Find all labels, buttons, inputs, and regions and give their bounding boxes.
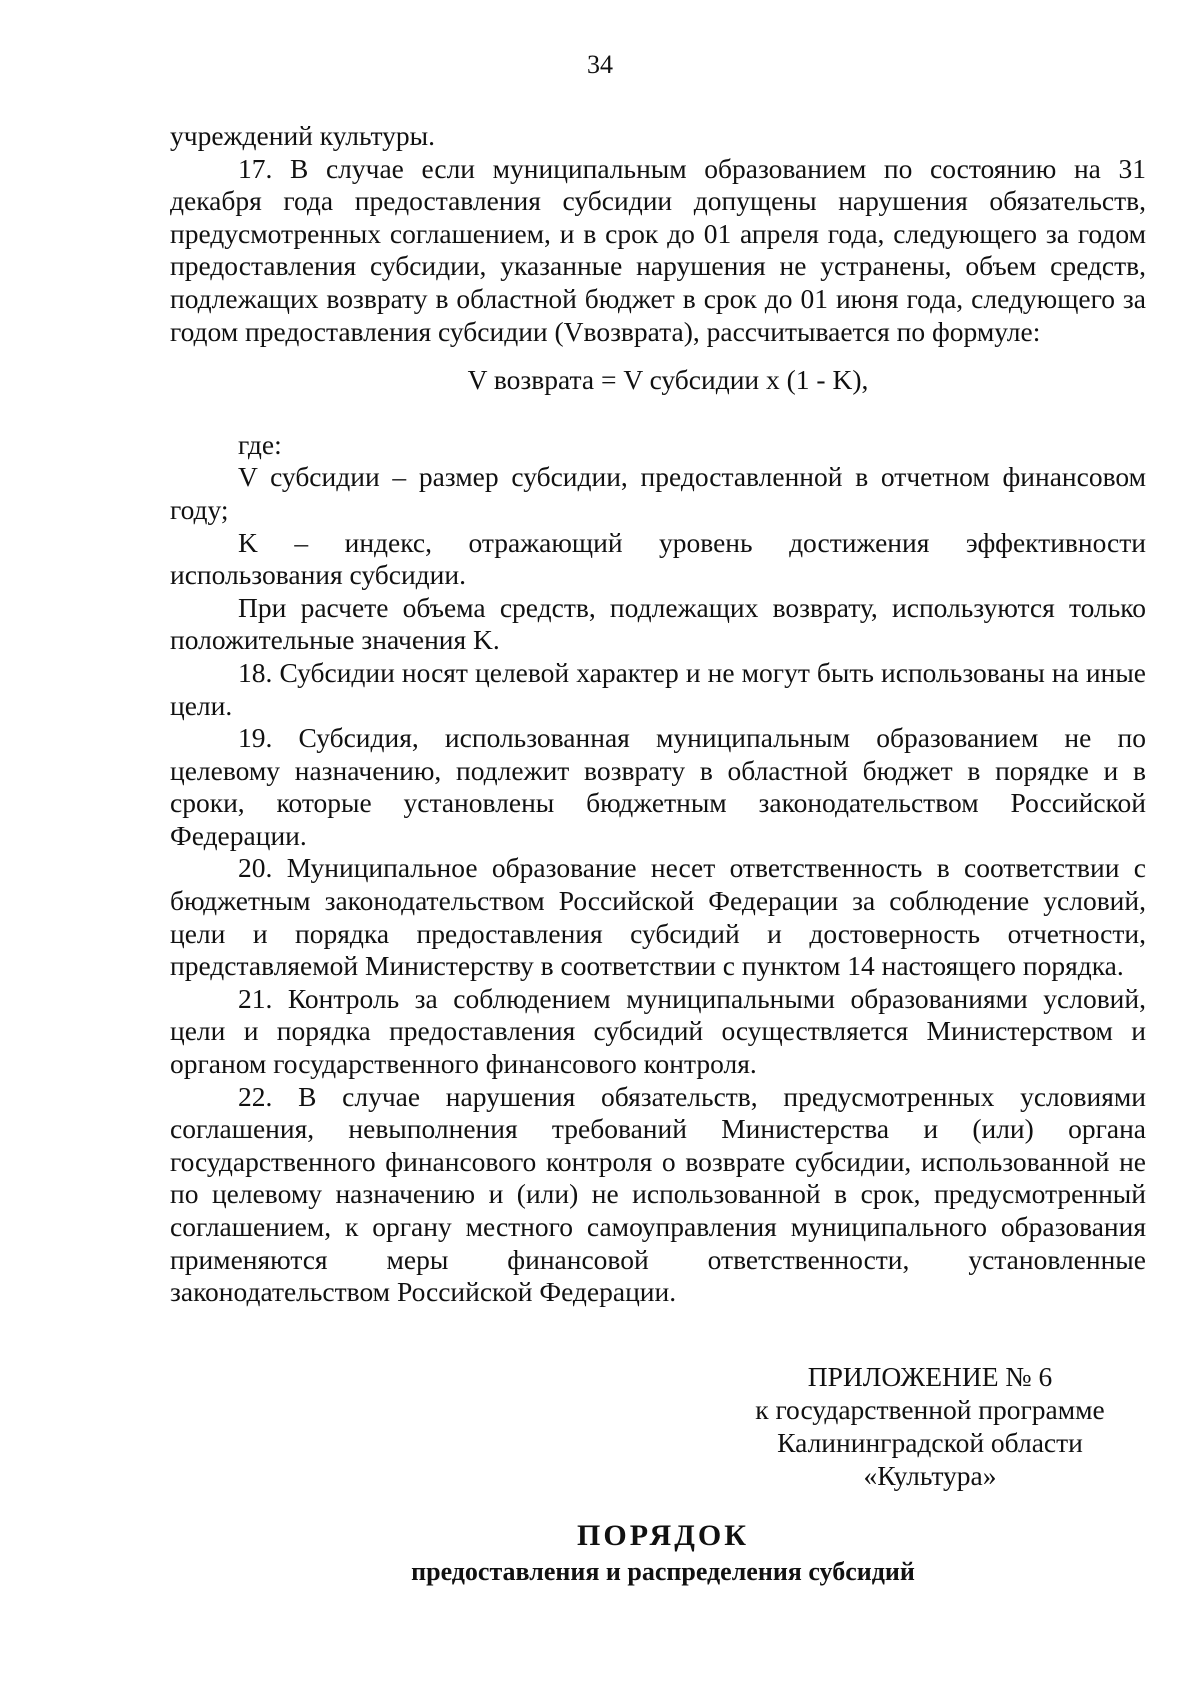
appendix-program: к государственной программе xyxy=(755,1394,1105,1425)
page-number: 34 xyxy=(587,50,613,79)
paragraph-19: 19. Субсидия, использованная муниципальным образованием не по целевому назначению, подлежит возврату в областной бюджет в порядке и в сроки, которые установлены бюджетным законодательством Российской Федерации. xyxy=(170,722,1146,851)
appendix-header xyxy=(700,1360,1160,1492)
paragraph-where: где: xyxy=(238,428,282,460)
appendix-region: Калининградской области xyxy=(777,1427,1083,1458)
paragraph-17: 17. В случае если муниципальным образованием по состоянию на 31 декабря года предоставления субсидии допущены нарушения обязательств, предусмотренных соглашением, и в срок до 01 апреля года, следующего за годом предоставления субсидии, указанные нарушения не устранены, объем средств, подлежащих возврату в областной бюджет в срок до 01 июня года, следующего за годом предоставления субсидии (Vвозврата), рассчитывается по формуле: xyxy=(170,152,1146,347)
paragraph-20: 20. Муниципальное образование несет ответственность в соответствии с бюджетным законодательством Российской Федерации за соблюдение условий, цели и порядка предоставления субсидий и достоверность отчетности, представляемой Министерству в соответствии с пунктом 14 настоящего порядка. xyxy=(170,852,1146,982)
paragraph-18: 18. Субсидии носят целевой характер и не могут быть использованы на иные цели. xyxy=(170,656,1146,721)
appendix-program-name: «Культура» xyxy=(863,1460,997,1491)
paragraph-positive-values: При расчете объема средств, подлежащих возврату, используются только положительные значения K. xyxy=(170,591,1146,656)
paragraph-21: 21. Контроль за соблюдением муниципальными образованиями условий, цели и порядка предоставления субсидий осуществляется Министерством и органом государственного финансового контроля. xyxy=(170,982,1146,1080)
paragraph-v-definition: V субсидии – размер субсидии, предоставленной в отчетном финансовом году; xyxy=(170,461,1146,525)
appendix-number: ПРИЛОЖЕНИЕ № 6 xyxy=(807,1361,1053,1392)
document-subtitle: предоставления и распределения субсидий xyxy=(411,1557,915,1586)
document-body xyxy=(170,120,1146,1309)
document-title: ПОРЯДОК xyxy=(577,1519,749,1552)
paragraph-22: 22. В случае нарушения обязательств, предусмотренных условиями соглашения, невыполнения требований Министерства и (или) органа государственного финансового контроля о возврате субсидии, использованной не по целевому назначению и (или) не использованной в срок, предусмотренный соглашением, к органу местного самоуправления муниципального образования применяются меры финансовой ответственности, установленные законодательством Российской Федерации. xyxy=(170,1080,1146,1308)
paragraph-k-definition: K – индекс, отражающий уровень достижения эффективности использования субсидии. xyxy=(170,526,1146,591)
paragraph-continuation: учреждений культуры. xyxy=(170,120,435,151)
formula: V возврата = V субсидии x (1 - K), xyxy=(467,364,869,396)
